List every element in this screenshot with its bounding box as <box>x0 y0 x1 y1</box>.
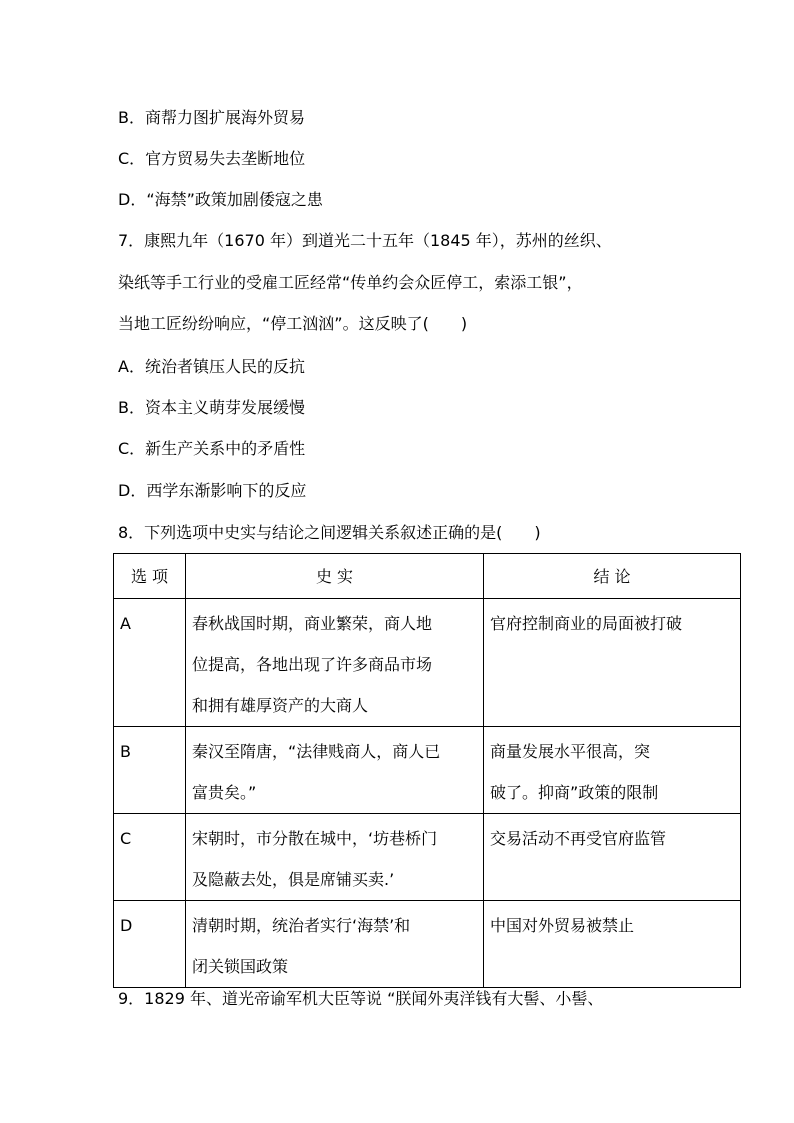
row-conclusion <box>484 814 741 901</box>
q6-option-d: D．“海禁”政策加剧倭寇之患 <box>118 190 323 209</box>
row-fact <box>186 901 484 988</box>
q7-option-a: A．统治者镇压人民的反抗 <box>118 357 305 376</box>
conclusion-line: 破了。抑商”政策的限制 <box>490 783 659 802</box>
table-header-row <box>114 554 741 599</box>
row-option: D <box>114 901 186 988</box>
fact-line: 闭关锁国政策 <box>192 957 289 976</box>
row-option: B <box>114 727 186 814</box>
q7-option-d: D．西学东渐影响下的反应 <box>118 481 307 500</box>
fact-line: 和拥有雄厚资产的大商人 <box>192 696 369 715</box>
fact-line: 春秋战国时期，商业繁荣，商人地 <box>192 614 433 633</box>
conclusion-line: 商量发展水平很高，突 <box>490 742 651 761</box>
q7-stem-line-3: 当地工匠纷纷响应，“停工汹汹”。这反映了( ) <box>118 314 468 333</box>
table-row <box>114 814 741 901</box>
q7-option-c: C．新生产关系中的矛盾性 <box>118 439 306 458</box>
fact-line: 清朝时期，统治者实行‘海禁’和 <box>192 916 411 935</box>
conclusion-line: 中国对外贸易被禁止 <box>490 916 635 935</box>
q9-stem-line-1: 9．1829 年、道光帝谕军机大臣等说 “朕闻外夷洋钱有大髻、小髻、 <box>118 989 604 1008</box>
q6-option-c: C．官方贸易失去垄断地位 <box>118 149 306 168</box>
fact-line: 及隐蔽去处，俱是席铺买卖.’ <box>192 870 395 889</box>
header-option: 选 项 <box>114 554 186 599</box>
row-conclusion <box>484 727 741 814</box>
row-option: A <box>114 599 186 727</box>
header-fact: 史 实 <box>186 554 484 599</box>
q7-stem-line-2: 染纸等手工行业的受雇工匠经常“传单约会众匠停工，索添工银”， <box>118 273 583 292</box>
q8-table <box>113 553 741 988</box>
fact-line: 宋朝时，市分散在城中，‘坊巷桥门 <box>192 829 438 848</box>
q7-option-b: B．资本主义萌芽发展缓慢 <box>118 398 305 417</box>
q6-option-b: B．商帮力图扩展海外贸易 <box>118 108 305 127</box>
row-option: C <box>114 814 186 901</box>
q7-stem-line-1: 7．康熙九年（1670 年）到道光二十五年（1845 年），苏州的丝织、 <box>118 231 612 250</box>
fact-line: 富贵矣。” <box>192 783 257 802</box>
q8-stem: 8．下列选项中史实与结论之间逻辑关系叙述正确的是( ) <box>118 523 541 542</box>
fact-line: 秦汉至隋唐，“法律贱商人，商人已 <box>192 742 441 761</box>
row-fact <box>186 599 484 727</box>
row-fact <box>186 814 484 901</box>
row-conclusion <box>484 599 741 727</box>
row-fact <box>186 727 484 814</box>
conclusion-line: 官府控制商业的局面被打破 <box>490 614 683 633</box>
row-conclusion <box>484 901 741 988</box>
header-conclusion: 结 论 <box>484 554 741 599</box>
conclusion-line: 交易活动不再受官府监管 <box>490 829 667 848</box>
table-row <box>114 901 741 988</box>
table-row <box>114 599 741 727</box>
table-row <box>114 727 741 814</box>
fact-line: 位提高，各地出现了许多商品市场 <box>192 655 433 674</box>
